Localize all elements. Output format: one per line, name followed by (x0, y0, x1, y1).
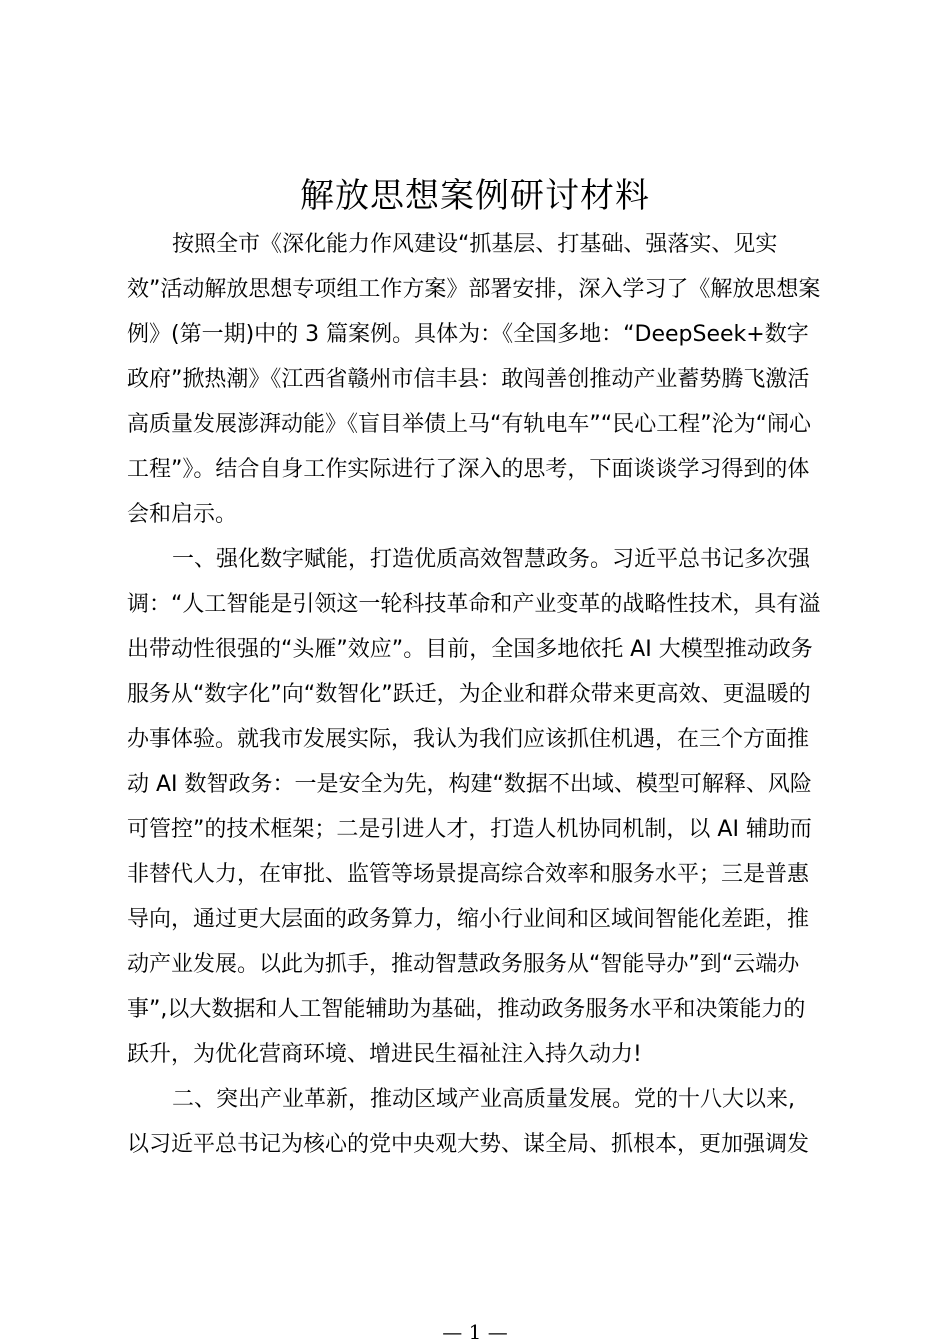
paragraph-line: 可管控”的技术框架；二是引进人才，打造人机协同机制，以 AI 辅助而 (127, 817, 812, 842)
paragraph-line: 工程”》。结合自身工作实际进行了深入的思考，下面谈谈学习得到的体 (127, 457, 810, 482)
paragraph-line: 跃升，为优化营商环境、增进民生福祉注入持久动力! (127, 1042, 642, 1067)
paragraph-line: 会和启示。 (127, 502, 238, 527)
paragraph-line: 政府”掀热潮》《江西省赣州市信丰县：敢闯善创推动产业蓄势腾飞激活 (127, 367, 810, 392)
paragraph-line: 例》(第一期)中的 3 篇案例。具体为：《全国多地：“DeepSeek+数字 (127, 322, 809, 347)
paragraph-line: 非替代人力，在审批、监管等场景提高综合效率和服务水平；三是普惠 (127, 862, 810, 887)
paragraph-line: 出带动性很强的“头雁”效应”。目前，全国多地依托 AI 大模型推动政务 (127, 637, 813, 662)
paragraph-line: 高质量发展澎湃动能》《盲目举债上马“有轨电车”“民心工程”沦为“闹心 (127, 412, 811, 437)
paragraph-line: 动 AI 数智政务：一是安全为先，构建“数据不出域、模型可解释、风险 (127, 772, 812, 797)
page-number: — 1 — (442, 1320, 508, 1344)
paragraph-line: 动产业发展。以此为抓手，推动智慧政务服务从“智能导办”到“云端办 (127, 952, 800, 977)
paragraph-line: 办事体验。就我市发展实际，我认为我们应该抓住机遇，在三个方面推 (127, 727, 810, 752)
document-title: 解放思想案例研讨材料 (300, 176, 650, 216)
paragraph-line: 效”活动解放思想专项组工作方案》部署安排，深入学习了《解放思想案 (127, 277, 821, 302)
section-heading-line: 二、突出产业革新，推动区域产业高质量发展。党的十八大以来, (172, 1087, 795, 1112)
paragraph-line: 服务从“数字化”向“数智化”跃迁，为企业和群众带来更高效、更温暖的 (127, 682, 811, 707)
paragraph-line: 以习近平总书记为核心的党中央观大势、谋全局、抓根本，更加强调发 (127, 1132, 810, 1157)
paragraph-line: 事”,以大数据和人工智能辅助为基础，推动政务服务水平和决策能力的 (127, 997, 806, 1022)
paragraph-line: 导向，通过更大层面的政务算力，缩小行业间和区域间智能化差距，推 (127, 907, 810, 932)
section-heading-line: 一、强化数字赋能，打造优质高效智慧政务。习近平总书记多次强 (172, 547, 811, 572)
paragraph-line: 调：“人工智能是引领这一轮科技革命和产业变革的战略性技术，具有溢 (127, 592, 821, 617)
paragraph-line: 按照全市《深化能力作风建设“抓基层、打基础、强落实、见实 (172, 232, 778, 257)
